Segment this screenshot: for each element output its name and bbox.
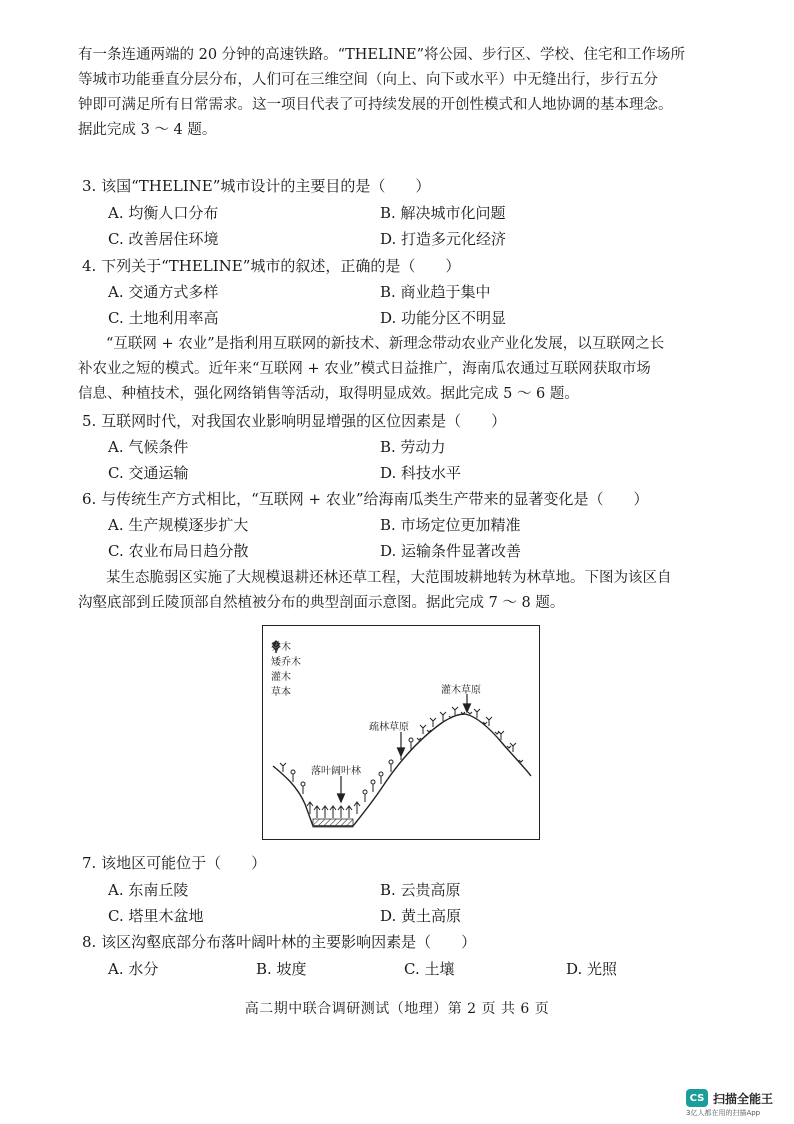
question-8-stem: 8. 该区沟壑底部分布落叶阔叶林的主要影响因素是（ ） xyxy=(82,933,477,951)
passage-line: “互联网 + 农业”是指利用互联网的新技术、新理念带动农业产业化发展，以互联网之长 xyxy=(106,336,665,352)
shrub-icon xyxy=(430,718,436,727)
arrow-down-icon xyxy=(398,748,405,756)
question-5-stem: 5. 互联网时代，对我国农业影响明显增强的区位因素是（ ） xyxy=(82,412,507,430)
question-6-option-a[interactable]: A. 生产规模逐步扩大 xyxy=(108,516,249,534)
tree-icon xyxy=(330,806,336,818)
shrub-icon xyxy=(280,763,286,772)
question-5-option-b[interactable]: B. 劳动力 xyxy=(380,438,446,456)
vegetation-profile-figure xyxy=(262,625,540,840)
tree-icon xyxy=(322,806,328,818)
question-6-stem: 6. 与传统生产方式相比，“互联网 + 农业”给海南瓜类生产带来的显著变化是（ ） xyxy=(82,490,649,508)
question-4-option-b[interactable]: B. 商业趋于集中 xyxy=(380,283,491,301)
label-shrub-steppe: 灌木草原 xyxy=(441,685,481,696)
question-3-option-c[interactable]: C. 改善居住环境 xyxy=(108,230,219,248)
intro-line: 有一条连通两端的 20 分钟的高速铁路。“THELINE”将公园、步行区、学校、住宅和工作场所 xyxy=(78,47,686,63)
scanner-watermark xyxy=(686,1089,773,1107)
passage-line: 某生态脆弱区实施了大规模退耕还林还草工程，大范围坡耕地转为林草地。下图为该区自 xyxy=(106,570,672,586)
question-7-option-d[interactable]: D. 黄土高原 xyxy=(380,907,462,925)
tree-icon xyxy=(314,806,320,818)
tree-icon xyxy=(346,806,352,818)
question-7-option-b[interactable]: B. 云贵高原 xyxy=(380,881,461,899)
legend-item-herb xyxy=(271,685,301,700)
herb-icon xyxy=(495,732,499,734)
question-7-option-a[interactable]: A. 东南丘陵 xyxy=(108,881,189,899)
question-3-stem: 3. 该国“THELINE”城市设计的主要目的是（ ） xyxy=(82,177,431,195)
question-3-option-d[interactable]: D. 打造多元化经济 xyxy=(380,230,507,248)
question-4-option-c[interactable]: C. 土地利用率高 xyxy=(108,309,219,327)
passage-2 xyxy=(78,332,718,407)
question-7-option-c[interactable]: C. 塔里木盆地 xyxy=(108,907,204,925)
legend-label: 矮乔木 xyxy=(271,657,301,668)
shrub-icon xyxy=(486,717,492,726)
dwarf-tree-icon xyxy=(389,760,393,764)
question-8-option-d[interactable]: D. 光照 xyxy=(566,960,618,978)
question-6-option-b[interactable]: B. 市场定位更加精准 xyxy=(380,516,521,534)
passage-line: 信息、种植技术，强化网络销售等活动，取得明显成效。据此完成 5 ～ 6 题。 xyxy=(78,386,579,402)
dwarf-tree-icon xyxy=(379,772,383,776)
shrub-icon xyxy=(440,712,446,721)
herb-symbols xyxy=(417,712,523,762)
passage-line: 沟壑底部到丘陵顶部自然植被分布的典型剖面示意图。据此完成 7 ～ 8 题。 xyxy=(78,595,565,611)
question-3-option-b[interactable]: B. 解决城市化问题 xyxy=(380,204,506,222)
passage-line: 补农业之短的模式。近年来“互联网 + 农业”模式日益推广，海南瓜农通过互联网获取市场 xyxy=(78,361,651,377)
question-4-option-d[interactable]: D. 功能分区不明显 xyxy=(380,309,507,327)
dwarf-tree-icon xyxy=(363,790,367,794)
question-5-option-d[interactable]: D. 科技水平 xyxy=(380,464,462,482)
intro-line: 钟即可满足所有日常需求。这一项目代表了可持续发展的开创性模式和人地协调的基本理念。 xyxy=(78,97,673,113)
question-8-option-a[interactable]: A. 水分 xyxy=(108,960,159,978)
label-deciduous-forest: 落叶阔叶林 xyxy=(311,766,361,777)
question-7-stem: 7. 该地区可能位于（ ） xyxy=(82,854,267,872)
question-5-option-c[interactable]: C. 交通运输 xyxy=(108,464,189,482)
dwarf-tree-icon xyxy=(371,780,375,784)
valley-floor-hatch xyxy=(313,819,353,827)
intro-paragraph xyxy=(78,43,718,143)
legend-label: 乔木 xyxy=(271,642,291,653)
arrow-down-icon xyxy=(338,794,345,802)
tree-icon xyxy=(338,806,344,818)
tree-icon xyxy=(354,802,360,814)
question-8-option-c[interactable]: C. 土壤 xyxy=(404,960,455,978)
question-6-option-d[interactable]: D. 运输条件显著改善 xyxy=(380,542,522,560)
question-8-option-b[interactable]: B. 坡度 xyxy=(256,960,307,978)
question-6-option-c[interactable]: C. 农业布局日趋分散 xyxy=(108,542,249,560)
question-4-option-a[interactable]: A. 交通方式多样 xyxy=(108,283,219,301)
figure-legend xyxy=(271,640,301,700)
herb-icon xyxy=(468,712,472,714)
camscanner-logo-icon: CS xyxy=(686,1089,708,1107)
legend-item-dwarf-tree xyxy=(271,655,301,670)
legend-label: 草本 xyxy=(271,687,291,698)
dwarf-tree-icon xyxy=(409,738,413,742)
question-5-option-a[interactable]: A. 气候条件 xyxy=(108,438,189,456)
intro-line: 等城市功能垂直分层分布，人们可在三维空间（向上、向下或水平）中无缝出行，步行五分 xyxy=(78,72,658,88)
herb-icon xyxy=(271,640,281,654)
page-footer: 高二期中联合调研测试（地理）第 2 页 共 6 页 xyxy=(244,1001,550,1017)
herb-icon xyxy=(507,746,511,748)
shrub-icon xyxy=(474,709,480,718)
watermark-name: 扫描全能王 xyxy=(713,1091,774,1106)
legend-label: 灌木 xyxy=(271,672,291,683)
dwarf-tree-icon xyxy=(291,770,295,774)
passage-3 xyxy=(78,566,718,616)
label-sparse-forest-steppe: 疏林草原 xyxy=(369,722,409,733)
intro-line: 据此完成 3 ～ 4 题。 xyxy=(78,122,217,138)
label-arrows xyxy=(338,694,471,802)
shrub-icon xyxy=(420,725,426,734)
legend-item-shrub xyxy=(271,670,301,685)
watermark-tagline: 3亿人都在用的扫描App xyxy=(686,1109,761,1117)
arrow-down-icon xyxy=(464,704,471,712)
question-4-stem: 4. 下列关于“THELINE”城市的叙述，正确的是（ ） xyxy=(82,257,461,275)
shrub-icon xyxy=(510,743,516,752)
tree-symbols xyxy=(307,802,360,818)
dwarf-tree-icon xyxy=(301,782,305,786)
question-3-option-a[interactable]: A. 均衡人口分布 xyxy=(108,204,219,222)
